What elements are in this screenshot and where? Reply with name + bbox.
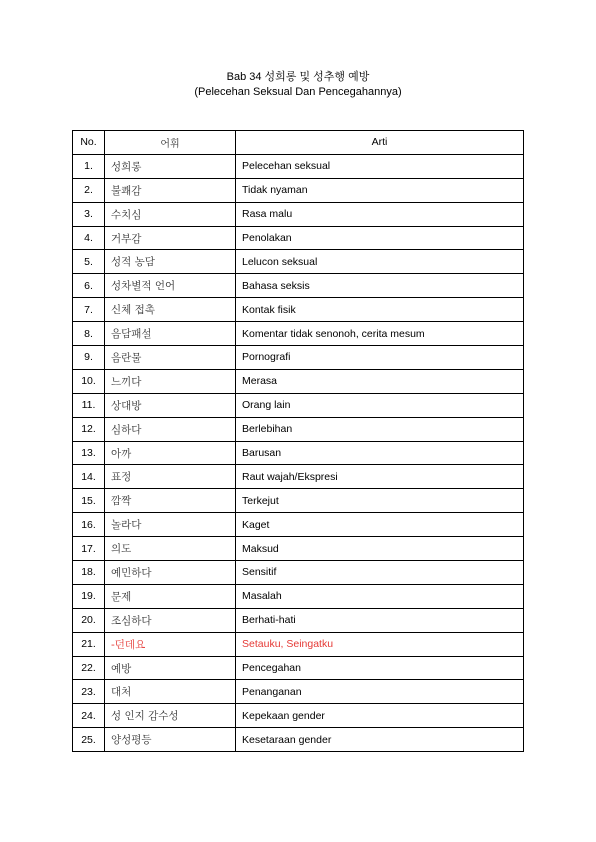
row-korean-word: 조심하다	[105, 608, 236, 632]
row-korean-word: 양성평등	[105, 728, 236, 752]
row-number: 11.	[73, 393, 105, 417]
row-korean-word: -던데요	[105, 632, 236, 656]
row-korean-word: 문제	[105, 584, 236, 608]
row-number: 16.	[73, 513, 105, 537]
table-row	[73, 202, 524, 226]
row-number: 25.	[73, 728, 105, 752]
row-korean-word: 예민하다	[105, 561, 236, 585]
row-meaning: Pornografi	[236, 346, 524, 370]
row-number: 5.	[73, 250, 105, 274]
row-number: 23.	[73, 680, 105, 704]
row-meaning: Setauku, Seingatku	[236, 632, 524, 656]
vocabulary-table	[72, 130, 524, 752]
table-row	[73, 274, 524, 298]
table-row	[73, 656, 524, 680]
row-meaning: Komentar tidak senonoh, cerita mesum	[236, 322, 524, 346]
row-meaning: Kaget	[236, 513, 524, 537]
row-number: 7.	[73, 298, 105, 322]
row-korean-word: 놀라다	[105, 513, 236, 537]
row-number: 17.	[73, 537, 105, 561]
table-row	[73, 441, 524, 465]
header-no: No.	[73, 131, 105, 155]
table-row	[73, 417, 524, 441]
row-meaning: Merasa	[236, 369, 524, 393]
table-row	[73, 369, 524, 393]
title-indonesian: (Pelecehan Seksual Dan Pencegahannya)	[194, 86, 402, 98]
row-number: 19.	[73, 584, 105, 608]
row-number: 8.	[73, 322, 105, 346]
row-korean-word: 심하다	[105, 417, 236, 441]
table-row	[73, 632, 524, 656]
row-meaning: Berhati-hati	[236, 608, 524, 632]
row-meaning: Pencegahan	[236, 656, 524, 680]
row-meaning: Kepekaan gender	[236, 704, 524, 728]
row-meaning: Masalah	[236, 584, 524, 608]
table-row	[73, 561, 524, 585]
table-row	[73, 465, 524, 489]
row-number: 3.	[73, 202, 105, 226]
table-row	[73, 728, 524, 752]
row-number: 14.	[73, 465, 105, 489]
row-korean-word: 음담패설	[105, 322, 236, 346]
table-row	[73, 393, 524, 417]
row-korean-word: 깜짝	[105, 489, 236, 513]
row-meaning: Penolakan	[236, 226, 524, 250]
row-meaning: Rasa malu	[236, 202, 524, 226]
row-meaning: Pelecehan seksual	[236, 154, 524, 178]
row-number: 4.	[73, 226, 105, 250]
row-number: 12.	[73, 417, 105, 441]
row-korean-word: 성희롱	[105, 154, 236, 178]
row-meaning: Lelucon seksual	[236, 250, 524, 274]
row-korean-word: 표정	[105, 465, 236, 489]
table-row	[73, 513, 524, 537]
table-row	[73, 704, 524, 728]
table-row	[73, 489, 524, 513]
row-korean-word: 느끼다	[105, 369, 236, 393]
table-header-row	[73, 131, 524, 155]
row-korean-word: 의도	[105, 537, 236, 561]
row-meaning: Kontak fisik	[236, 298, 524, 322]
title-korean: Bab 34 성희롱 및 성추행 예방	[226, 71, 370, 83]
row-korean-word: 아까	[105, 441, 236, 465]
table-row	[73, 226, 524, 250]
table-body	[73, 154, 524, 751]
row-meaning: Maksud	[236, 537, 524, 561]
row-korean-word: 성차별적 언어	[105, 274, 236, 298]
row-korean-word: 성적 농담	[105, 250, 236, 274]
row-number: 9.	[73, 346, 105, 370]
row-number: 18.	[73, 561, 105, 585]
row-number: 10.	[73, 369, 105, 393]
row-korean-word: 성 인지 감수성	[105, 704, 236, 728]
row-meaning: Sensitif	[236, 561, 524, 585]
row-meaning: Terkejut	[236, 489, 524, 513]
row-number: 15.	[73, 489, 105, 513]
row-number: 6.	[73, 274, 105, 298]
row-number: 13.	[73, 441, 105, 465]
row-meaning: Bahasa seksis	[236, 274, 524, 298]
row-korean-word: 상대방	[105, 393, 236, 417]
row-number: 20.	[73, 608, 105, 632]
row-korean-word: 수치심	[105, 202, 236, 226]
header-word: 어휘	[105, 131, 236, 155]
row-number: 22.	[73, 656, 105, 680]
row-meaning: Orang lain	[236, 393, 524, 417]
row-number: 21.	[73, 632, 105, 656]
row-number: 2.	[73, 178, 105, 202]
table-row	[73, 584, 524, 608]
table-row	[73, 537, 524, 561]
row-number: 1.	[73, 154, 105, 178]
table-row	[73, 178, 524, 202]
row-meaning: Kesetaraan gender	[236, 728, 524, 752]
row-number: 24.	[73, 704, 105, 728]
page-title	[0, 70, 596, 100]
row-korean-word: 불쾌감	[105, 178, 236, 202]
row-korean-word: 음란물	[105, 346, 236, 370]
row-korean-word: 대처	[105, 680, 236, 704]
row-korean-word: 예방	[105, 656, 236, 680]
row-meaning: Barusan	[236, 441, 524, 465]
table-row	[73, 154, 524, 178]
header-arti: Arti	[236, 131, 524, 155]
row-meaning: Raut wajah/Ekspresi	[236, 465, 524, 489]
table-row	[73, 346, 524, 370]
table-row	[73, 680, 524, 704]
row-meaning: Berlebihan	[236, 417, 524, 441]
row-meaning: Tidak nyaman	[236, 178, 524, 202]
table-row	[73, 250, 524, 274]
row-korean-word: 거부감	[105, 226, 236, 250]
row-korean-word: 신체 접촉	[105, 298, 236, 322]
table-row	[73, 322, 524, 346]
row-meaning: Penanganan	[236, 680, 524, 704]
table-row	[73, 298, 524, 322]
table-row	[73, 608, 524, 632]
